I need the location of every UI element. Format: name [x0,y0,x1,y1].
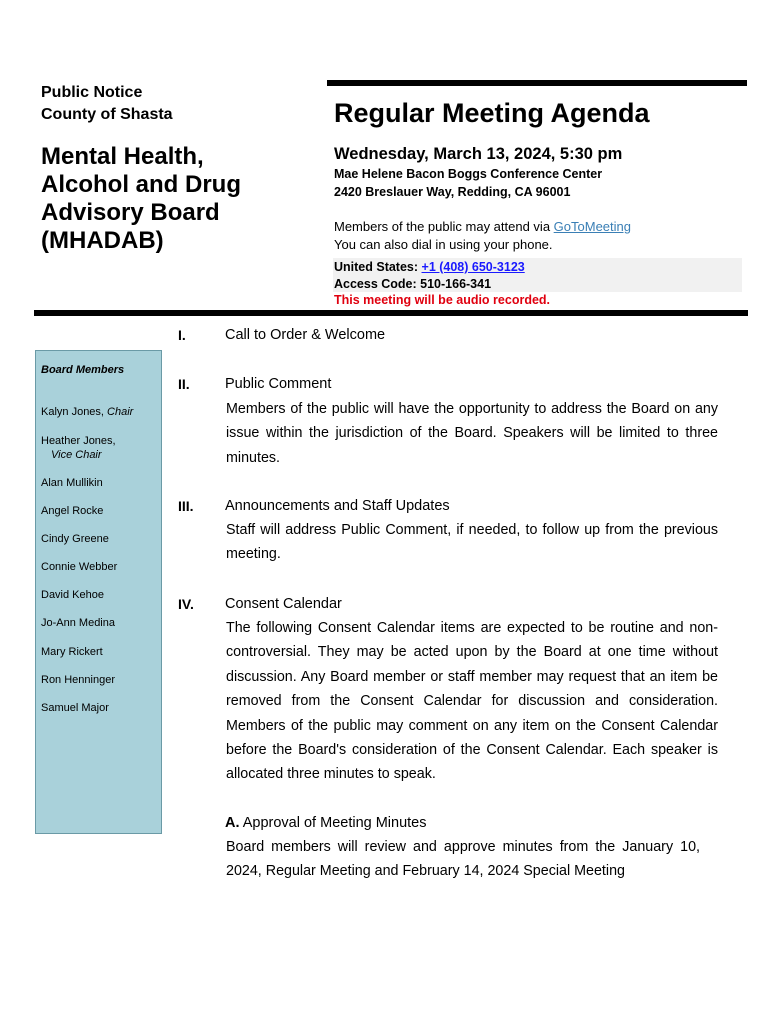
header-divider [34,310,748,316]
phone-link[interactable]: +1 (408) 650-3123 [421,260,525,274]
sidebar-heading: Board Members [41,364,125,376]
subitem-body: Board members will review and approve minutes from the January 10, 2024, Regular Meeting and February 14, 2024 Special Meeting [226,839,700,880]
agenda-item-number: IV. [178,596,194,612]
board-name-line: Advisory Board [41,199,220,226]
agenda-item-title: Public Comment [225,376,332,392]
phone-label: United States: [334,260,422,274]
board-name [41,143,301,255]
agenda-item-body: The following Consent Calendar items are expected to be routine and non-controversial. They may be acted upon by the Board at one time without discussion. Any Board member or staff member may request that an item be removed from the Consent Calendar for discussion and consideration. Members of the public may comment on any item on the Consent Calendar before the Board's consideration of the Consent Calendar. Each speaker is allocated three minutes to speak. [226,620,718,783]
dial-in-info [334,259,525,293]
subitem-heading [225,815,427,831]
agenda-item-title: Call to Order & Welcome [225,327,386,343]
recorded-notice: This meeting will be audio recorded. [334,293,551,307]
top-divider [327,80,747,86]
member-role: Chair [107,406,134,418]
board-name-line: Mental Health, [41,143,204,170]
member-item: Ron Henninger [41,674,115,686]
member-item [41,405,133,419]
agenda-item-title: Announcements and Staff Updates [225,498,450,514]
gotomeeting-link[interactable]: GoToMeeting [553,219,631,234]
page-title: Regular Meeting Agenda [334,98,650,128]
board-members-sidebar [35,350,162,834]
subitem-letter: A. [225,815,240,831]
subitem-title: Approval of Meeting Minutes [242,815,427,831]
agenda-item-body: Members of the public will have the opportunity to address the Board on any issue within the jurisdiction of the Board. Speakers will be limited to three minutes. [226,401,718,466]
member-role: Vice Chair [51,449,102,461]
agenda-item-body: Staff will address Public Comment, if needed, to follow up from the previous meeting. [226,522,718,563]
member-item: Samuel Major [41,702,109,714]
access-code: Access Code: 510-166-341 [334,277,492,291]
notice-line-2: County of Shasta [41,106,173,123]
member-name: Kalyn Jones, [41,406,108,418]
attend-info [334,218,631,254]
board-name-line: (MHADAB) [41,227,164,254]
venue-name: Mae Helene Bacon Boggs Conference Center [334,167,603,181]
member-item: Connie Webber [41,561,118,573]
agenda-item-number: I. [178,327,186,343]
member-item: Jo-Ann Medina [41,617,115,629]
board-name-line: Alcohol and Drug [41,171,241,198]
meeting-date: Wednesday, March 13, 2024, 5:30 pm [334,145,623,163]
agenda-item-title: Consent Calendar [225,596,342,612]
public-notice [41,82,173,126]
member-item: Angel Rocke [41,505,104,517]
venue-address: 2420 Breslauer Way, Redding, CA 96001 [334,185,571,199]
member-item: Mary Rickert [41,646,103,658]
attend-text: Members of the public may attend via [334,219,554,234]
agenda-item-number: III. [178,498,194,514]
notice-line-1: Public Notice [41,84,143,101]
dial-text: You can also dial in using your phone. [334,237,553,252]
member-item: David Kehoe [41,589,104,601]
member-item [41,434,116,462]
member-item: Cindy Greene [41,533,109,545]
venue [334,165,602,201]
member-name: Heather Jones, [41,435,116,447]
agenda-item-number: II. [178,376,190,392]
member-item: Alan Mullikin [41,477,103,489]
